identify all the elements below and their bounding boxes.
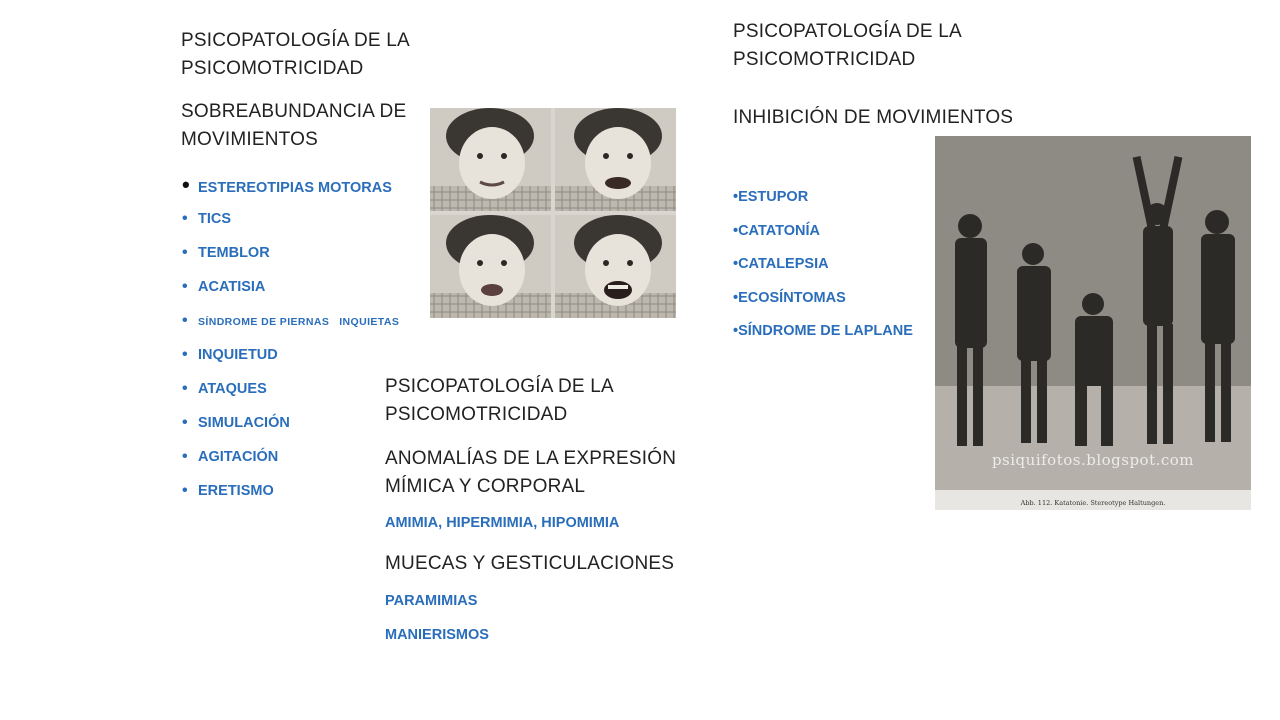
photo-watermark: psiquifotos.blogspot.com [991, 451, 1195, 469]
bullet-icon: • [182, 380, 188, 397]
list-item: • ERETISMO [182, 474, 422, 508]
bullet-icon: • [182, 482, 188, 499]
list-item: • TICS [182, 202, 422, 236]
middle-heading-2: MUECAS Y GESTICULACIONES [385, 553, 675, 574]
photo-caption: Abb. 112. Katatonie. Stereotype Haltungen. [1020, 499, 1166, 507]
middle-title: PSICOPATOLOGÍA DE LA PSICOMOTRICIDAD [385, 376, 613, 425]
middle-line-3: MANIERISMOS [385, 627, 489, 643]
middle-line-2: PARAMIMIAS [385, 593, 478, 609]
list-item: •CATATONÍA [733, 222, 820, 239]
list-item: • INQUIETUD [182, 338, 422, 372]
bullet-icon: • [182, 278, 188, 295]
left-title: PSICOPATOLOGÍA DE LA PSICOMOTRICIDAD [181, 30, 409, 79]
catatonia-photo [935, 136, 1251, 510]
bullet-icon: • [182, 346, 188, 363]
right-subtitle: INHIBICIÓN DE MOVIMIENTOS [733, 107, 1014, 128]
faces-photo-illustration [430, 108, 676, 318]
list-item: •CATALEPSIA [733, 256, 829, 272]
bullet-icon: • [182, 244, 188, 261]
bullet-icon: • [182, 312, 188, 329]
list-item: • TEMBLOR [182, 236, 422, 270]
left-subtitle: SOBREABUNDANCIA DE MOVIMIENTOS [181, 101, 407, 150]
list-item: • AGITACIÓN [182, 440, 422, 474]
list-item: • ATAQUES [182, 372, 422, 406]
list-item: •ESTUPOR [733, 189, 809, 205]
faces-photo [430, 108, 676, 318]
bullet-icon: • [182, 172, 190, 197]
list-item: • ACATISIA [182, 270, 422, 304]
list-item: •ECOSÍNTOMAS [733, 289, 846, 306]
middle-subtitle: ANOMALÍAS DE LA EXPRESIÓN MÍMICA Y CORPORAL [385, 448, 677, 497]
bullet-icon: • [182, 210, 188, 227]
list-item: • ESTEREOTIPIAS MOTORAS [182, 168, 422, 202]
list-item: •SÍNDROME DE LAPLANE [733, 323, 913, 339]
list-item: • SIMULACIÓN [182, 406, 422, 440]
right-title: PSICOPATOLOGÍA DE LA PSICOMOTRICIDAD [733, 21, 961, 70]
bullet-icon: • [182, 414, 188, 431]
right-list [733, 181, 913, 349]
list-item: • SÍNDROME DE PIERNAS INQUIETAS [182, 304, 422, 338]
bullet-icon: • [182, 448, 188, 465]
middle-line-1: AMIMIA, HIPERMIMIA, HIPOMIMIA [385, 515, 620, 531]
